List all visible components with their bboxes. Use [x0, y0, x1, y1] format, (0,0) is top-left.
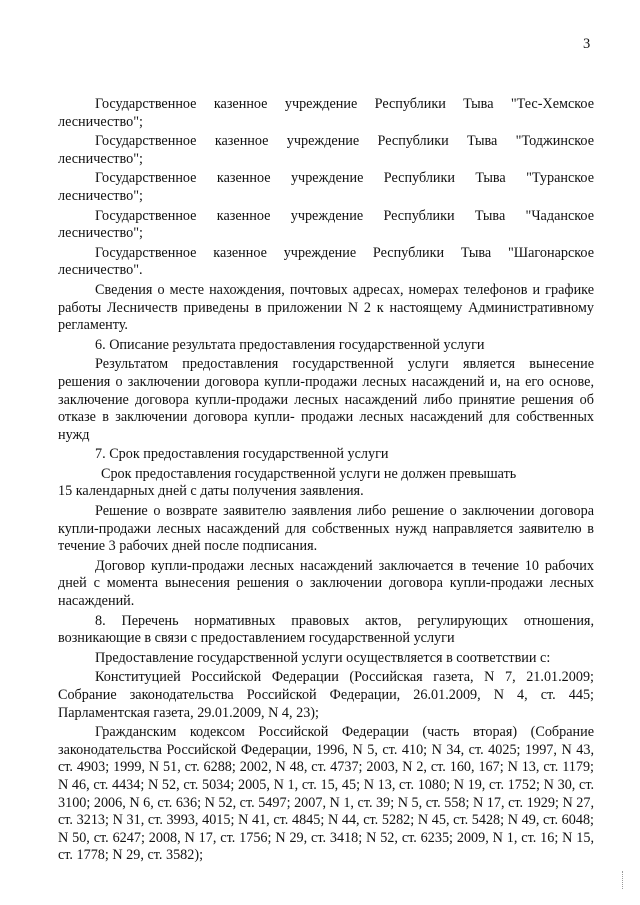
paragraph-term-line1: Срок предоставления государственной услуги не должен превышать	[101, 465, 517, 482]
paragraph-contract-term: Договор купли-продажи лесных насаждений заключается в течение 10 рабочих дней с момента вынесения решения о заключении договора купли-продажи лесных насаждений.	[58, 557, 594, 610]
paragraph-civil-code: Гражданским кодексом Российской Федерации (часть вторая) (Собрание законодательства Российской Федерации, 1996, N 5, ст. 410; N 34, ст. 4025; 1997, N 43, ст. 4903; 1999, N 51, ст. 6288; 2002, N 48, ст. 4737; 2003, N 2, ст. 160, 167; N 13, ст. 1179; N 46, ст. 4434; N 52, ст. 5034; 2005, N 1, ст. 15, 45; N 13, ст. 1080; N 19, ст. 1752; N 30, ст. 3100; 2006, N 6, ст. 636; N 52, ст. 5497; 2007, N 1, ст. 39; N 5, ст. 558; N 17, ст. 1929; N 27, ст. 3213; N 31, ст. 3993, 4015; N 41, ст. 4845; N 44, ст. 5282; N 45, ст. 5428; N 49, ст. 6048; N 50, ст. 6247; 2008, N 17, ст. 1756; N 29, ст. 3418; N 52, ст. 6235; 2009, N 1, ст. 16; N 15, ст. 1778; N 29, ст. 3582);	[58, 724, 594, 864]
scan-corner-mark	[622, 871, 626, 889]
paragraph-shagonar: Государственное казенное учреждение Республики Тыва "Шагонарское лесничество".	[58, 244, 594, 279]
page-number: 3	[583, 36, 591, 52]
paragraph-decision-notice: Решение о возврате заявителю заявления либо решение о заключении договора купли-продажи лесных насаждений для собственных нужд направляется заявителю в течение 3 рабочих дней после подписания.	[58, 503, 594, 555]
paragraph-turan: Государственное казенное учреждение Республики Тыва "Туранское лесничество";	[58, 170, 594, 204]
paragraph-tes-khem: Государственное казенное учреждение Республики Тыва "Тес-Хемское лесничество";	[58, 96, 594, 130]
paragraph-service-result: Результатом предоставления государственной услуги является вынесение решения о заключении договора купли-продажи лесных насаждений и, на его основе, заключение договора купли-продажи лесных насаждений либо принятие решения об отказе в заключении договора купли- продажи лесных насаждений для собственных нужд	[58, 356, 594, 443]
paragraph-todzha: Государственное казенное учреждение Республики Тыва "Тоджинское лесничество";	[58, 133, 594, 167]
section-heading-6: 6. Описание результата предоставления государственной услуги	[95, 336, 485, 353]
document-body	[58, 96, 594, 867]
section-heading-7: 7. Срок предоставления государственной услуги	[95, 446, 389, 463]
paragraph-contacts-info: Сведения о месте нахождения, почтовых адресах, номерах телефонов и графике работы Лесничеств приведены в приложении N 2 к настоящему Административному регламенту.	[58, 281, 594, 334]
section-heading-8: 8. Перечень нормативных правовых актов, регулирующих отношения, возникающие в связи с предоставлением государственной услуги	[58, 612, 594, 647]
paragraph-legal-basis-intro: Предоставление государственной услуги осуществляется в соответствии с:	[95, 649, 551, 666]
paragraph-constitution: Конституцией Российской Федерации (Российская газета, N 7, 21.01.2009; Собрание законодательства Российской Федерации, 26.01.2009, N 4, ст. 445; Парламентская газета, 29.01.2009, N 4, 23);	[58, 669, 594, 721]
paragraph-chadan: Государственное казенное учреждение Республики Тыва "Чаданское лесничество";	[58, 207, 594, 242]
paragraph-term-line2: 15 календарных дней с даты получения заявления.	[58, 483, 364, 500]
